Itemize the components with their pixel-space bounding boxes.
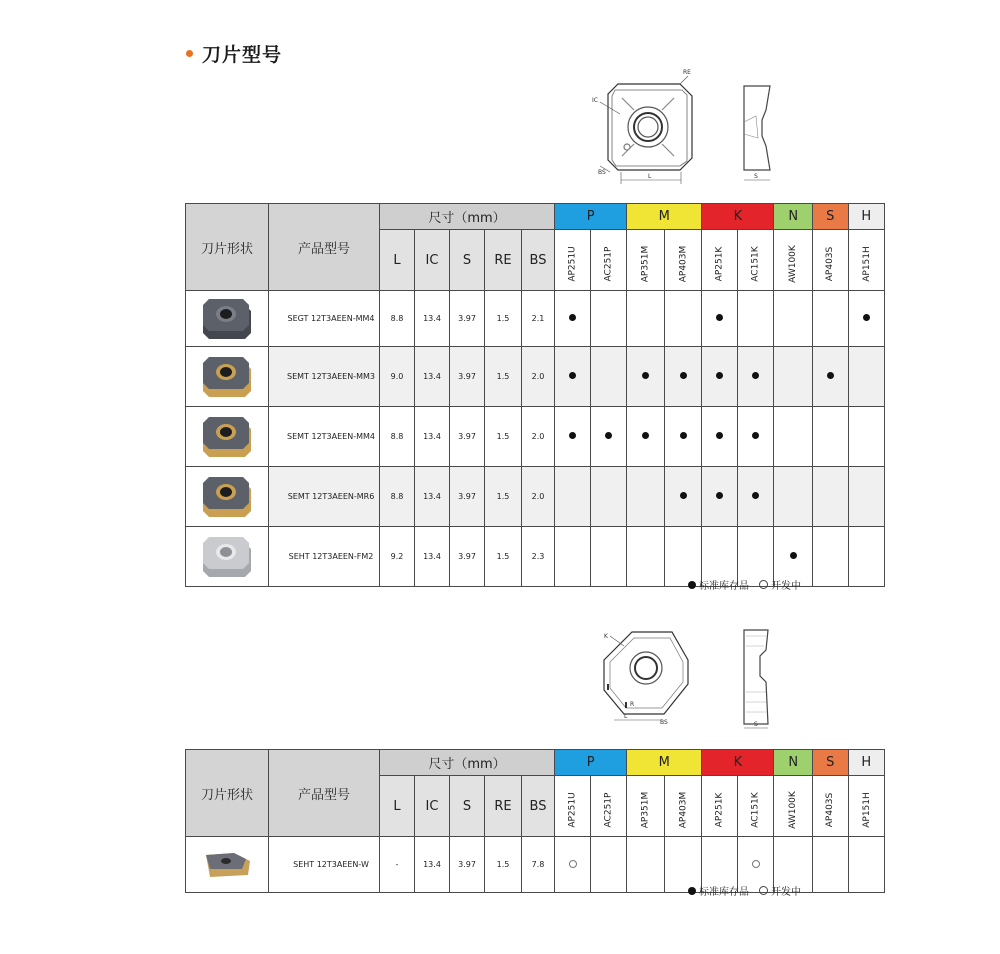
availability-cell	[591, 291, 627, 347]
stock-dot-icon	[752, 492, 759, 499]
availability-cell	[702, 347, 738, 407]
availability-cell	[591, 467, 627, 527]
availability-cell	[555, 527, 591, 587]
stock-dot-icon	[642, 372, 649, 379]
availability-cell	[774, 467, 813, 527]
dimension-cell: 8.8	[380, 467, 415, 527]
material-n-2: N	[774, 750, 813, 776]
grade-ap351m: AP351M	[627, 230, 665, 291]
availability-cell	[848, 467, 885, 527]
availability-cell	[774, 407, 813, 467]
dimension-cell: 2.3	[522, 527, 555, 587]
grade-ap403m: AP403M	[664, 230, 702, 291]
dimension-cell: 9.2	[380, 527, 415, 587]
dim-l-2: L	[380, 776, 415, 837]
insert-image	[186, 347, 269, 407]
dimension-cell: 8.8	[380, 291, 415, 347]
availability-cell	[848, 837, 885, 893]
model-cell: SEMT 12T3AEEN-MM3	[269, 347, 380, 407]
dimension-cell: 9.0	[380, 347, 415, 407]
legend-2	[688, 883, 801, 898]
section-title-text: 刀片型号	[202, 44, 283, 66]
model-cell: SEHT 12T3AEEN-W	[269, 837, 380, 893]
grade-ap251k: AP251K	[702, 230, 738, 291]
section-title	[186, 40, 282, 67]
availability-cell	[737, 407, 773, 467]
dimension-cell: 3.97	[450, 837, 485, 893]
dimension-cell: 8.8	[380, 407, 415, 467]
dimension-cell: 3.97	[450, 527, 485, 587]
header-shape-2: 刀片形状	[186, 750, 269, 837]
table-row	[186, 467, 885, 527]
grade-ac151k: AC151K	[737, 230, 773, 291]
table-row	[186, 291, 885, 347]
grade-ap251u: AP251U	[555, 230, 591, 291]
header-model: 产品型号	[269, 204, 380, 291]
availability-cell	[627, 527, 665, 587]
stock-dot-icon	[688, 887, 696, 895]
availability-cell	[737, 291, 773, 347]
legend-stock: 标准库存品	[699, 887, 749, 898]
availability-cell	[813, 347, 848, 407]
availability-cell	[627, 291, 665, 347]
dev-circle-icon	[759, 886, 768, 895]
availability-cell	[555, 837, 591, 893]
stock-dot-icon	[716, 492, 723, 499]
material-h: H	[848, 204, 885, 230]
dim-re-2: RE	[485, 776, 522, 837]
stock-dot-icon	[605, 432, 612, 439]
availability-cell	[627, 347, 665, 407]
availability-cell	[555, 347, 591, 407]
material-p: P	[555, 204, 627, 230]
dimension-cell: 3.97	[450, 467, 485, 527]
dimension-cell: 13.4	[415, 837, 450, 893]
dimension-cell: 1.5	[485, 467, 522, 527]
grade-ap351m-2: AP351M	[627, 776, 665, 837]
dimension-cell: 3.97	[450, 347, 485, 407]
stock-dot-icon	[863, 314, 870, 321]
availability-cell	[702, 291, 738, 347]
grade-ap403s: AP403S	[813, 230, 848, 291]
stock-dot-icon	[642, 432, 649, 439]
grade-aw100k: AW100K	[774, 230, 813, 291]
insert-drawing-top	[588, 62, 788, 192]
insert-table-1	[185, 203, 885, 587]
label-l-bottom: L	[624, 713, 628, 720]
insert-image	[186, 467, 269, 527]
table-row	[186, 407, 885, 467]
header-model-2: 产品型号	[269, 750, 380, 837]
availability-cell	[848, 527, 885, 587]
material-m: M	[627, 204, 702, 230]
insert-image	[186, 837, 269, 893]
grade-ap251u-2: AP251U	[555, 776, 591, 837]
dimension-cell: 13.4	[415, 467, 450, 527]
availability-cell	[555, 291, 591, 347]
availability-cell	[813, 467, 848, 527]
availability-cell	[664, 467, 702, 527]
insert-image	[186, 527, 269, 587]
label-s: S	[754, 173, 758, 180]
availability-cell	[737, 467, 773, 527]
dimension-cell: 3.97	[450, 291, 485, 347]
availability-cell	[627, 837, 665, 893]
material-h-2: H	[848, 750, 885, 776]
legend-dev: 开发中	[771, 887, 801, 898]
dim-re: RE	[485, 230, 522, 291]
availability-cell	[664, 407, 702, 467]
label-re: RE	[683, 69, 691, 76]
dev-circle-icon	[569, 860, 577, 868]
grade-ap151h: AP151H	[848, 230, 885, 291]
grade-ap251k-2: AP251K	[702, 776, 738, 837]
stock-dot-icon	[716, 432, 723, 439]
header-dimensions-2: 尺寸（mm）	[380, 750, 555, 776]
stock-dot-icon	[752, 372, 759, 379]
label-bs: BS	[598, 169, 606, 176]
bullet-dot	[186, 50, 193, 57]
dim-s-2: S	[450, 776, 485, 837]
stock-dot-icon	[688, 581, 696, 589]
dim-s: S	[450, 230, 485, 291]
material-m-2: M	[627, 750, 702, 776]
availability-cell	[813, 407, 848, 467]
stock-dot-icon	[752, 432, 759, 439]
dimension-cell: 13.4	[415, 527, 450, 587]
availability-cell	[813, 291, 848, 347]
availability-cell	[555, 407, 591, 467]
dimension-cell: -	[380, 837, 415, 893]
insert-image	[186, 291, 269, 347]
model-cell: SEMT 12T3AEEN-MM4	[269, 407, 380, 467]
dimension-cell: 1.5	[485, 527, 522, 587]
availability-cell	[702, 467, 738, 527]
grade-ap403m-2: AP403M	[664, 776, 702, 837]
availability-cell	[664, 291, 702, 347]
availability-cell	[813, 527, 848, 587]
dimension-cell: 13.4	[415, 347, 450, 407]
availability-cell	[591, 407, 627, 467]
label-bs-bottom: BS	[660, 719, 668, 726]
stock-dot-icon	[680, 492, 687, 499]
dimension-cell: 13.4	[415, 407, 450, 467]
material-k-2: K	[702, 750, 774, 776]
label-ic: IC	[592, 97, 598, 104]
dim-ic-2: IC	[415, 776, 450, 837]
table-row	[186, 347, 885, 407]
stock-dot-icon	[790, 552, 797, 559]
availability-cell	[774, 347, 813, 407]
grade-ac251p-2: AC251P	[591, 776, 627, 837]
availability-cell	[848, 407, 885, 467]
availability-cell	[664, 347, 702, 407]
model-cell: SEMT 12T3AEEN-MR6	[269, 467, 380, 527]
dim-bs-2: BS	[522, 776, 555, 837]
label-k: K	[604, 633, 608, 640]
legend-dev: 开发中	[771, 581, 801, 592]
dim-ic: IC	[415, 230, 450, 291]
dimension-cell: 1.5	[485, 347, 522, 407]
grade-ac251p: AC251P	[591, 230, 627, 291]
availability-cell	[591, 347, 627, 407]
dimension-cell: 2.0	[522, 467, 555, 527]
dev-circle-icon	[759, 580, 768, 589]
availability-cell	[591, 837, 627, 893]
stock-dot-icon	[680, 372, 687, 379]
availability-cell	[774, 291, 813, 347]
insert-drawing-bottom	[590, 622, 790, 732]
dimension-cell: 7.8	[522, 837, 555, 893]
stock-dot-icon	[569, 314, 576, 321]
availability-cell	[627, 467, 665, 527]
dev-circle-icon	[752, 860, 760, 868]
insert-table-2	[185, 749, 885, 893]
grade-aw100k-2: AW100K	[774, 776, 813, 837]
dim-l: L	[380, 230, 415, 291]
dimension-cell: 13.4	[415, 291, 450, 347]
legend-1	[688, 577, 801, 592]
dim-bs: BS	[522, 230, 555, 291]
availability-cell	[591, 527, 627, 587]
dimension-cell: 3.97	[450, 407, 485, 467]
label-l: L	[648, 173, 652, 180]
insert-image	[186, 407, 269, 467]
stock-dot-icon	[827, 372, 834, 379]
availability-cell	[848, 291, 885, 347]
grade-ap151h-2: AP151H	[848, 776, 885, 837]
stock-dot-icon	[716, 314, 723, 321]
model-cell: SEGT 12T3AEEN-MM4	[269, 291, 380, 347]
label-re-bottom: R	[630, 701, 635, 708]
stock-dot-icon	[716, 372, 723, 379]
label-s-bottom: S	[754, 721, 758, 728]
availability-cell	[555, 467, 591, 527]
material-k: K	[702, 204, 774, 230]
grade-ac151k-2: AC151K	[737, 776, 773, 837]
stock-dot-icon	[680, 432, 687, 439]
material-p-2: P	[555, 750, 627, 776]
grade-ap403s-2: AP403S	[813, 776, 848, 837]
header-shape: 刀片形状	[186, 204, 269, 291]
model-cell: SEHT 12T3AEEN-FM2	[269, 527, 380, 587]
stock-dot-icon	[569, 432, 576, 439]
dimension-cell: 1.5	[485, 837, 522, 893]
material-n: N	[774, 204, 813, 230]
dimension-cell: 2.0	[522, 407, 555, 467]
dimension-cell: 2.0	[522, 347, 555, 407]
availability-cell	[737, 347, 773, 407]
header-dimensions: 尺寸（mm）	[380, 204, 555, 230]
dimension-cell: 2.1	[522, 291, 555, 347]
material-s: S	[813, 204, 848, 230]
legend-stock: 标准库存品	[699, 581, 749, 592]
availability-cell	[702, 407, 738, 467]
availability-cell	[813, 837, 848, 893]
availability-cell	[848, 347, 885, 407]
material-s-2: S	[813, 750, 848, 776]
availability-cell	[627, 407, 665, 467]
dimension-cell: 1.5	[485, 291, 522, 347]
stock-dot-icon	[569, 372, 576, 379]
dimension-cell: 1.5	[485, 407, 522, 467]
